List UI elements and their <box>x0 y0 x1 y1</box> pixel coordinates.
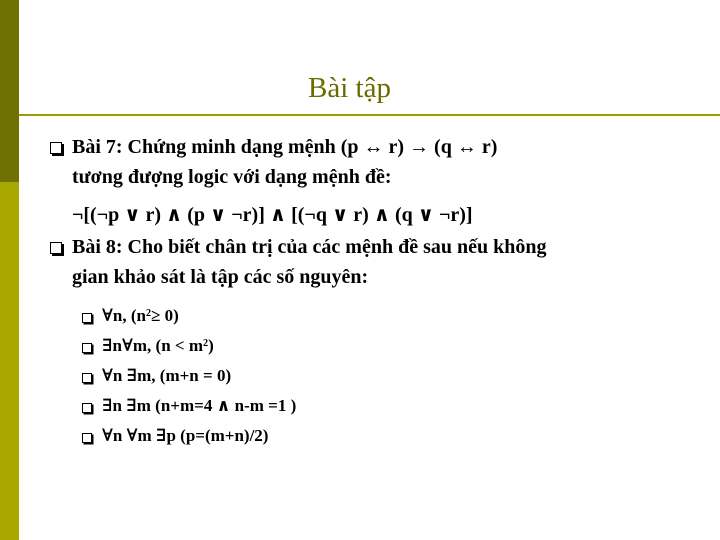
sub-bullet-icon <box>82 403 92 413</box>
sub-bullet-icon <box>82 433 92 443</box>
item-sup: 2 <box>145 308 152 319</box>
bai7-line1: Bài 7: Chứng minh dạng mệnh (p ↔ r) → (q ↔ r) <box>72 136 498 158</box>
item-sup: 2 <box>203 338 209 349</box>
bullet-icon <box>50 242 62 254</box>
bai8-line1: Bài 8: Cho biết chân trị của các mệnh đề sau nếu không <box>72 236 547 258</box>
list-item <box>102 334 214 358</box>
item-text: ∀n ∀m ∃p (p=(m+n)/2) <box>102 426 269 445</box>
item-text: ≥ 0) <box>151 306 179 325</box>
bai8-line2: gian khảo sát là tập các số nguyên: <box>72 266 369 288</box>
sub-bullet-icon <box>82 373 92 383</box>
item-text: ∃n∀m, (n < m <box>102 336 204 355</box>
item-text: ∃n ∃m (n+m=4 ∧ n-m =1 ) <box>102 396 297 415</box>
item-text: ∀n, (n <box>102 306 146 325</box>
list-item <box>102 364 231 388</box>
list-item <box>102 424 268 448</box>
sub-bullet-icon <box>82 343 92 353</box>
sub-bullet-icon <box>82 313 92 323</box>
list-item <box>102 304 179 328</box>
title-divider <box>19 114 720 116</box>
item-text: ∀n ∃m, (m+n = 0) <box>102 366 232 385</box>
slide-title: Bài tập <box>308 72 391 104</box>
bai7-line3: ¬[(¬p ∨ r) ∧ (p ∨ ¬r)] ∧ [(¬q ∨ r) ∧ (q ∨ ¬r)] <box>72 204 473 226</box>
list-item <box>102 394 296 418</box>
bullet-icon <box>50 142 62 154</box>
bai7-line2: tương đượng logic với dạng mệnh đề: <box>72 166 392 188</box>
item-text: ) <box>208 336 214 355</box>
